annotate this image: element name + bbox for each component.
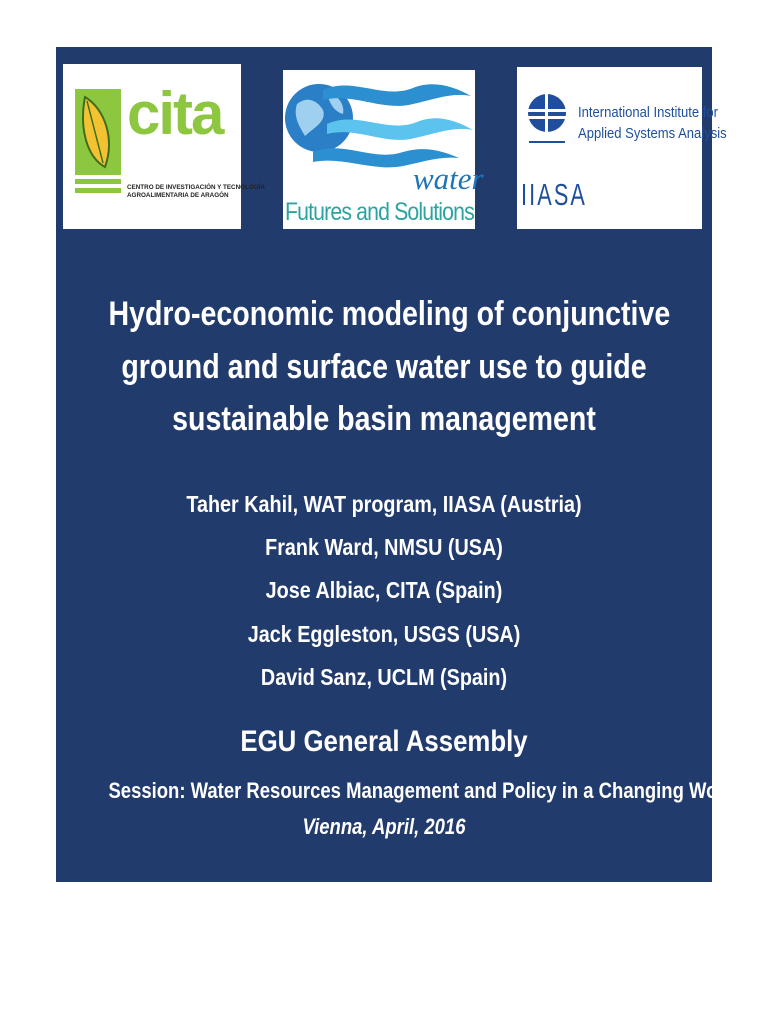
author-line: Taher Kahil, WAT program, IIASA (Austria) — [186, 491, 582, 517]
water-futures-logo — [283, 70, 484, 229]
iiasa-name-line: Applied Systems Analysis — [578, 126, 727, 143]
water-subtitle: Futures and Solutions — [285, 198, 474, 226]
cita-subtitle-line: CENTRO DE INVESTIGACIÓN Y TECNOLOGÍA — [127, 184, 265, 191]
title-line: sustainable basin management — [172, 400, 596, 439]
event-name: EGU General Assembly — [240, 725, 528, 758]
cita-wordmark: cita — [127, 80, 223, 147]
water-wordmark: water — [413, 161, 484, 196]
cita-leaf-icon — [75, 89, 121, 195]
session-title: Session: Water Resources Management and Policy in a Changing World — [108, 778, 742, 803]
author-line: Jose Albiac, CITA (Spain) — [265, 577, 503, 604]
title-line: Hydro-economic modeling of conjunctive — [108, 295, 671, 333]
iiasa-logo — [517, 67, 727, 229]
iiasa-globe-icon — [527, 93, 567, 169]
presentation-title — [108, 288, 671, 446]
iiasa-abbreviation: IIASA — [521, 177, 587, 212]
author-line: Frank Ward, NMSU (USA) — [265, 534, 503, 561]
author-list — [102, 483, 666, 699]
title-slide — [56, 47, 742, 882]
cita-subtitle — [127, 184, 265, 200]
author-line: Jack Eggleston, USGS (USA) — [247, 620, 521, 647]
venue-date: Vienna, April, 2016 — [302, 814, 466, 839]
iiasa-name-line: International Institute for — [578, 105, 719, 121]
iiasa-full-name — [578, 103, 727, 145]
title-line: ground and surface water use to guide — [121, 347, 647, 386]
author-line: David Sanz, UCLM (Spain) — [260, 663, 508, 690]
cita-logo — [63, 64, 265, 229]
cita-subtitle-line: AGROALIMENTARIA DE ARAGÓN — [127, 191, 229, 199]
